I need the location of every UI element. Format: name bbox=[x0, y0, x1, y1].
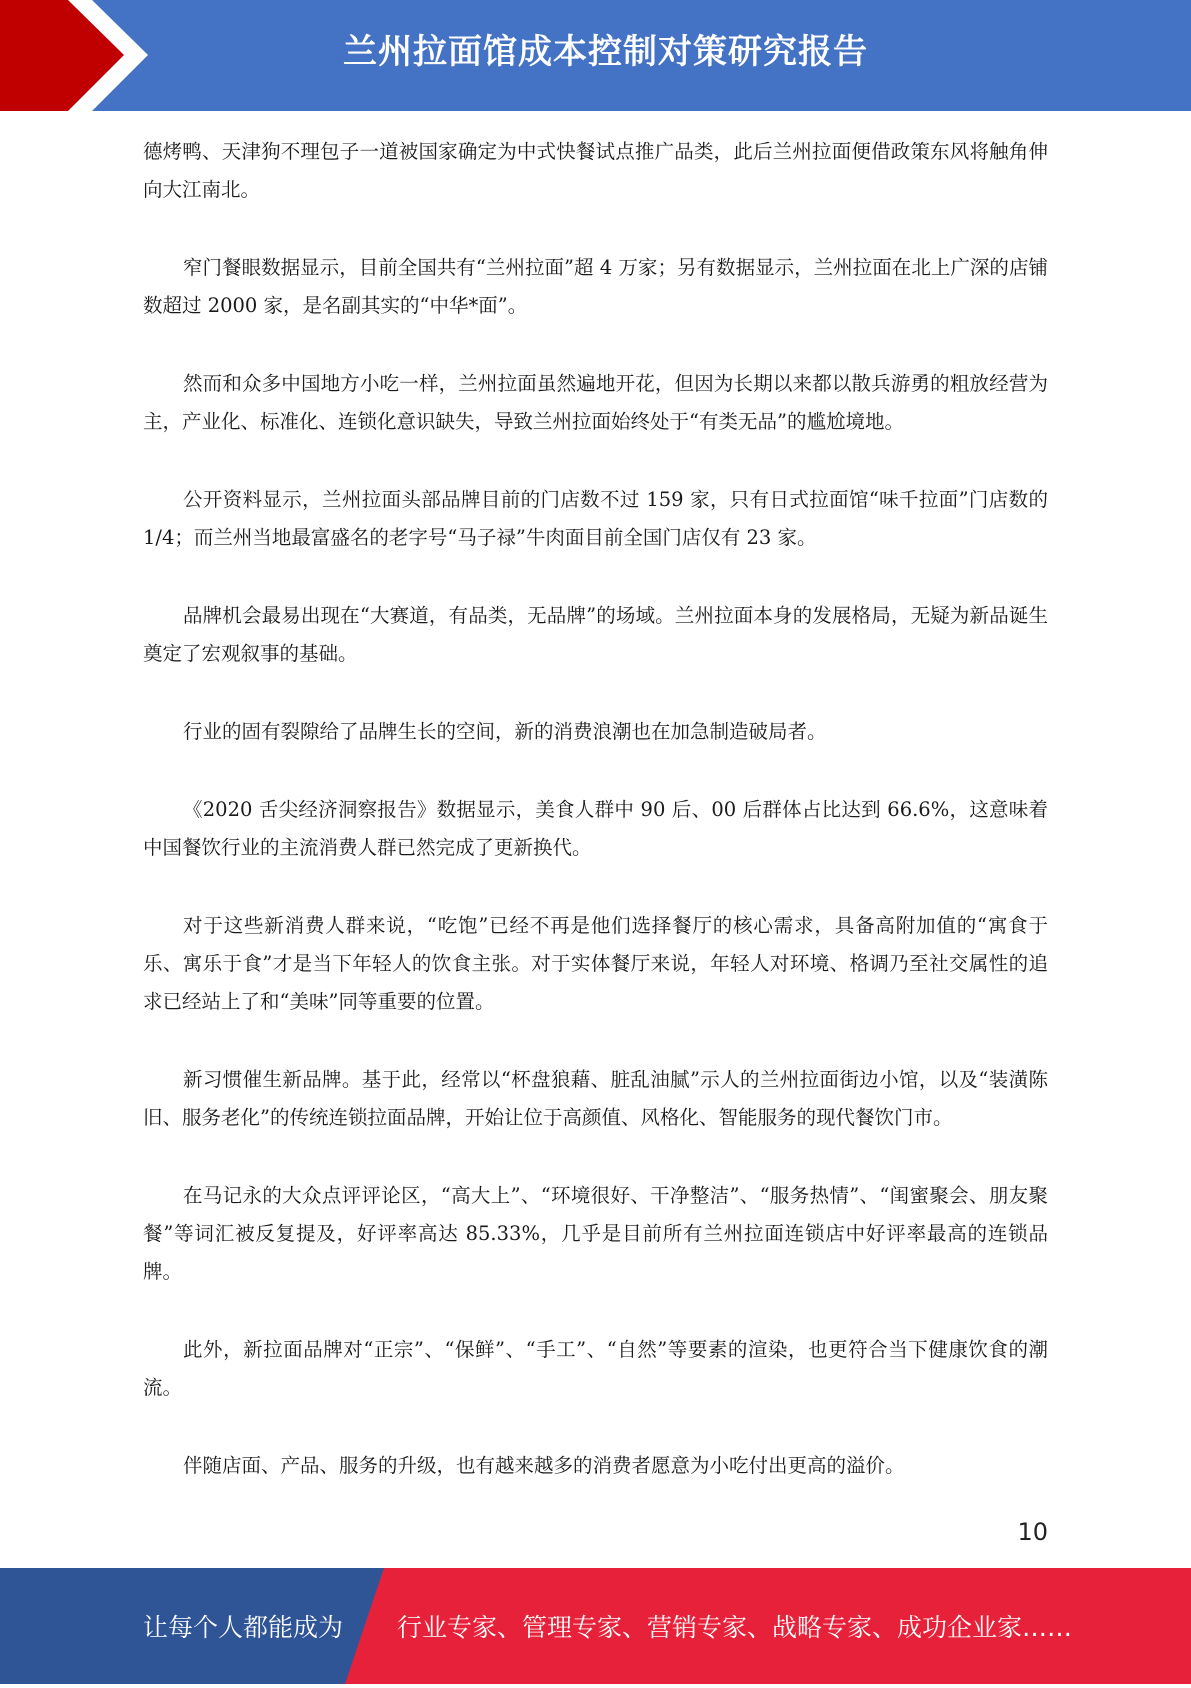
paragraph-4: 公开资料显示，兰州拉面头部品牌目前的门店数不过 159 家，只有日式拉面馆“味千拉面”门店数的 1/4；而兰州当地最富盛名的老字号“马子禄”牛肉面目前全国门店仅有 23 家。 bbox=[143, 488, 1048, 549]
header-banner bbox=[0, 0, 1191, 111]
paragraph-7: 《2020 舌尖经济洞察报告》数据显示，美食人群中 90 后、00 后群体占比达到 66.6%，这意味着中国餐饮行业的主流消费人群已然完成了更新换代。 bbox=[143, 798, 1048, 859]
footer-slogan-right: 行业专家、管理专家、营销专家、战略专家、成功企业家…… bbox=[397, 1613, 1073, 1642]
paragraph-5: 品牌机会最易出现在“大赛道，有品类，无品牌”的场域。兰州拉面本身的发展格局，无疑为新品诞生奠定了宏观叙事的基础。 bbox=[143, 604, 1048, 665]
paragraph-12: 伴随店面、产品、服务的升级，也有越来越多的消费者愿意为小吃付出更高的溢价。 bbox=[183, 1454, 905, 1477]
article-body bbox=[143, 133, 1048, 1525]
footer-slogan-left: 让每个人都能成为 bbox=[143, 1613, 344, 1642]
footer-banner bbox=[0, 1568, 1191, 1684]
report-title: 兰州拉面馆成本控制对策研究报告 bbox=[343, 32, 868, 72]
paragraph-6: 行业的固有裂隙给了品牌生长的空间，新的消费浪潮也在加急制造破局者。 bbox=[183, 720, 827, 743]
paragraph-8: 对于这些新消费人群来说，“吃饱”已经不再是他们选择餐厅的核心需求，具备高附加值的“寓食于乐、寓乐于食”才是当下年轻人的饮食主张。对于实体餐厅来说，年轻人对环境、格调乃至社交属性的追求已经站上了和“美味”同等重要的位置。 bbox=[143, 914, 1048, 1013]
paragraph-3: 然而和众多中国地方小吃一样，兰州拉面虽然遍地开花，但因为长期以来都以散兵游勇的粗放经营为主，产业化、标准化、连锁化意识缺失，导致兰州拉面始终处于“有类无品”的尴尬境地。 bbox=[143, 372, 1048, 433]
paragraph-10: 在马记永的大众点评评论区，“高大上”、“环境很好、干净整洁”、“服务热情”、“闺蜜聚会、朋友聚餐”等词汇被反复提及，好评率高达 85.33%，几乎是目前所有兰州拉面连锁店中好评率最高的连锁品牌。 bbox=[143, 1184, 1048, 1283]
paragraph-9: 新习惯催生新品牌。基于此，经常以“杯盘狼藉、脏乱油腻”示人的兰州拉面街边小馆，以及“装潢陈旧、服务老化”的传统连锁拉面品牌，开始让位于高颜值、风格化、智能服务的现代餐饮门市。 bbox=[143, 1068, 1048, 1129]
paragraph-1: 德烤鸭、天津狗不理包子一道被国家确定为中式快餐试点推广品类，此后兰州拉面便借政策东风将触角伸向大江南北。 bbox=[143, 140, 1048, 201]
page-number: 10 bbox=[1017, 1518, 1048, 1546]
paragraph-2: 窄门餐眼数据显示，目前全国共有“兰州拉面”超 4 万家；另有数据显示，兰州拉面在北上广深的店铺数超过 2000 家，是名副其实的“中华*面”。 bbox=[143, 256, 1048, 317]
paragraph-11: 此外，新拉面品牌对“正宗”、“保鲜”、“手工”、“自然”等要素的渲染，也更符合当下健康饮食的潮流。 bbox=[143, 1338, 1048, 1399]
